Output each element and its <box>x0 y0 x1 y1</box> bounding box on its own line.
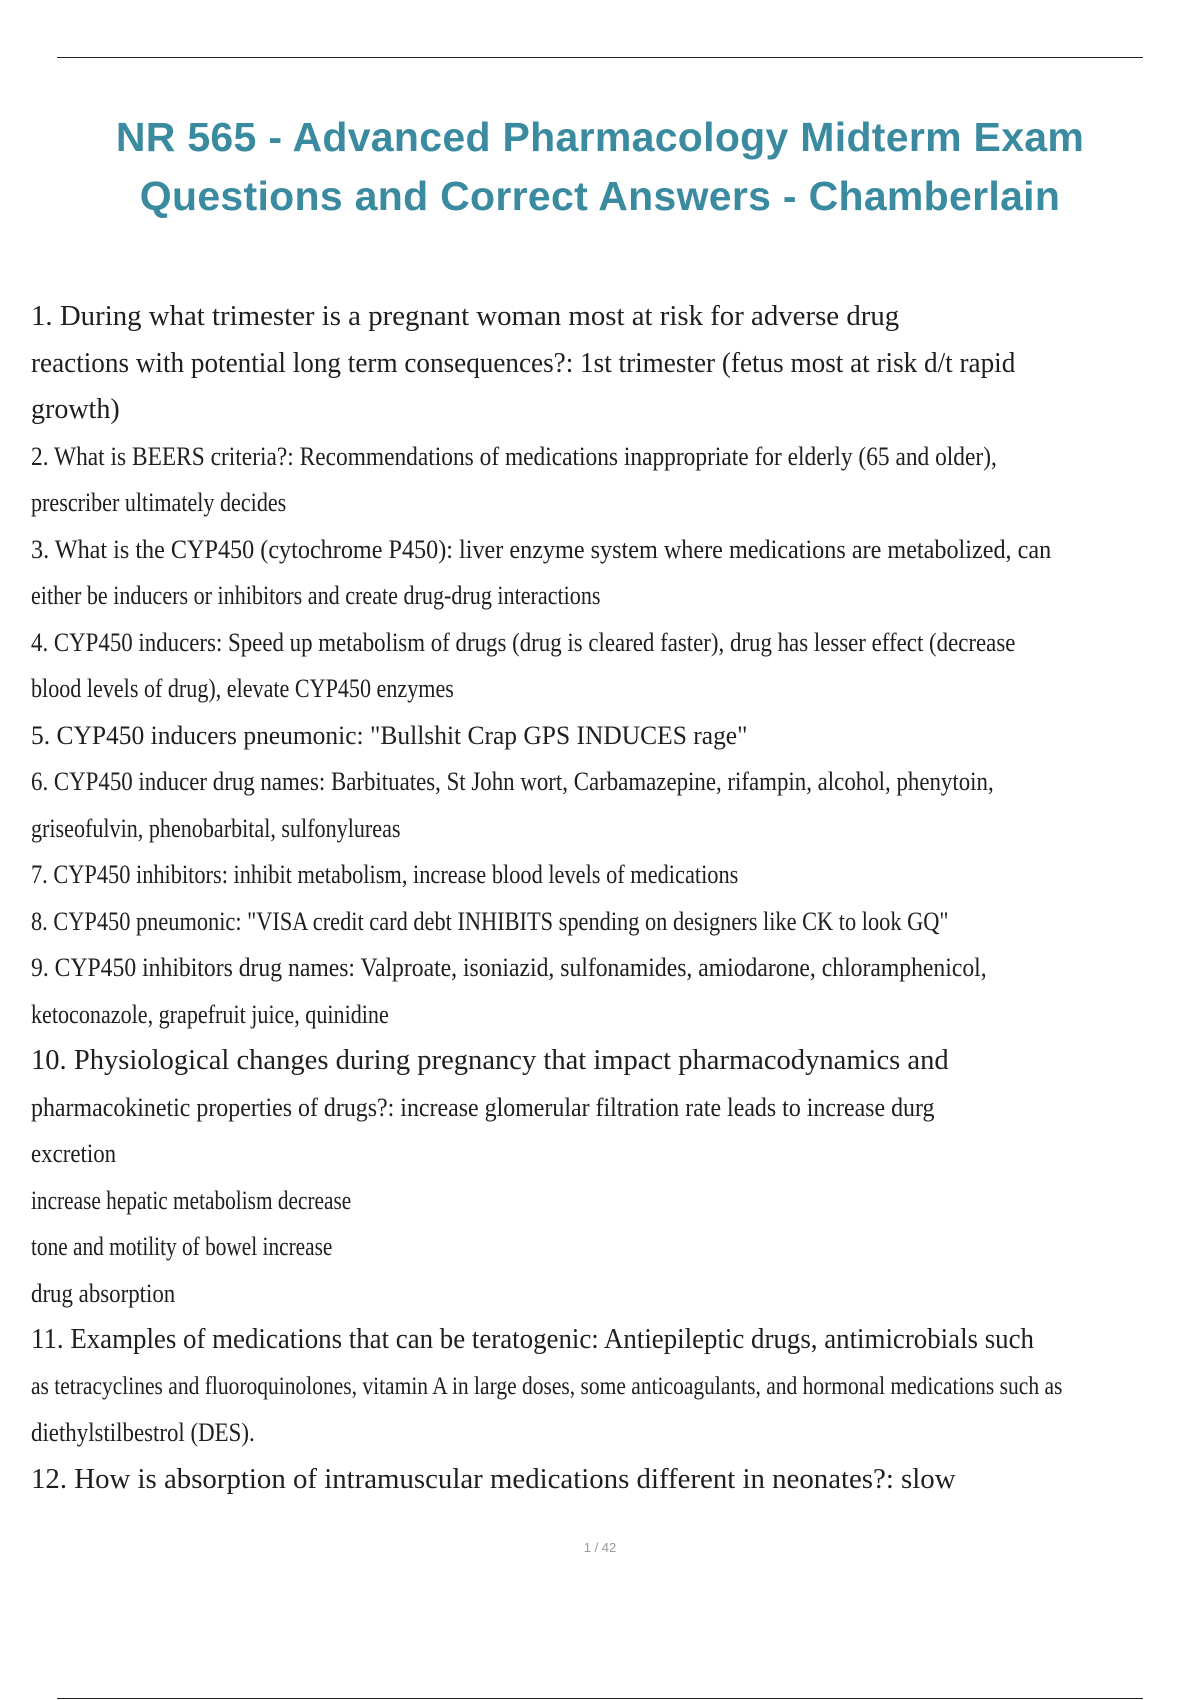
text-line: ketoconazole, grapefruit juice, quinidine <box>31 999 389 1029</box>
page-number: 1 / 42 <box>583 1540 617 1555</box>
text-line: growth) <box>31 394 120 425</box>
text-line: either be inducers or inhibitors and create drug-drug interactions <box>31 581 601 610</box>
text-line: tone and motility of bowel increase <box>31 1232 333 1261</box>
top-rule <box>57 57 1143 58</box>
text-line: 12. How is absorption of intramuscular medications different in neonates?: slow <box>31 1463 956 1495</box>
text-line: 10. Physiological changes during pregnancy that impact pharmacodynamics and <box>31 1045 949 1076</box>
text-line: diethylstilbestrol (DES). <box>31 1418 255 1447</box>
text-line: 9. CYP450 inhibitors drug names: Valproate, isoniazid, sulfonamides, amiodarone, chloramphenicol, <box>31 953 987 982</box>
text-line: blood levels of drug), elevate CYP450 enzymes <box>31 674 454 703</box>
text-line: increase hepatic metabolism decrease <box>31 1185 352 1215</box>
text-line: 6. CYP450 inducer drug names: Barbituates, St John wort, Carbamazepine, rifampin, alcohol, phenytoin, <box>31 767 994 796</box>
bottom-rule <box>57 1698 1143 1699</box>
text-line: as tetracyclines and fluoroquinolones, vitamin A in large doses, some anticoagulants, and hormonal medications such as <box>31 1372 1063 1400</box>
text-line: prescriber ultimately decides <box>31 488 287 517</box>
text-line: drug absorption <box>31 1278 176 1308</box>
text-line: 11. Examples of medications that can be teratogenic: Antiepileptic drugs, antimicrobials such <box>31 1324 1034 1355</box>
text-line: 7. CYP450 inhibitors: inhibit metabolism, increase blood levels of medications <box>31 860 739 889</box>
text-line: 3. What is the CYP450 (cytochrome P450): liver enzyme system where medications are metabolized, can <box>31 534 1052 564</box>
text-line: reactions with potential long term consequences?: 1st trimester (fetus most at risk d/t rapid <box>31 347 1016 379</box>
text-line: 5. CYP450 inducers pneumonic: "Bullshit Crap GPS INDUCES rage" <box>31 720 748 750</box>
text-line: 4. CYP450 inducers: Speed up metabolism of drugs (drug is cleared faster), drug has lesser effect (decrease <box>31 627 1016 657</box>
title-line-2: Questions and Correct Answers - Chamberlain <box>139 173 1061 219</box>
text-line: excretion <box>31 1139 117 1168</box>
text-line: 8. CYP450 pneumonic: "VISA credit card debt INHIBITS spending on designers like CK to look GQ" <box>31 906 949 936</box>
text-line: 2. What is BEERS criteria?: Recommendations of medications inappropriate for elderly (65 and older), <box>31 441 997 471</box>
text-line: pharmacokinetic properties of drugs?: increase glomerular filtration rate leads to increase durg <box>31 1092 935 1122</box>
title-line-1: NR 565 - Advanced Pharmacology Midterm Exam <box>115 114 1085 160</box>
document-title <box>40 108 1160 226</box>
document-body <box>31 294 1171 1503</box>
text-line: 1. During what trimester is a pregnant woman most at risk for adverse drug <box>31 301 900 332</box>
text-line: griseofulvin, phenobarbital, sulfonylureas <box>31 813 401 843</box>
